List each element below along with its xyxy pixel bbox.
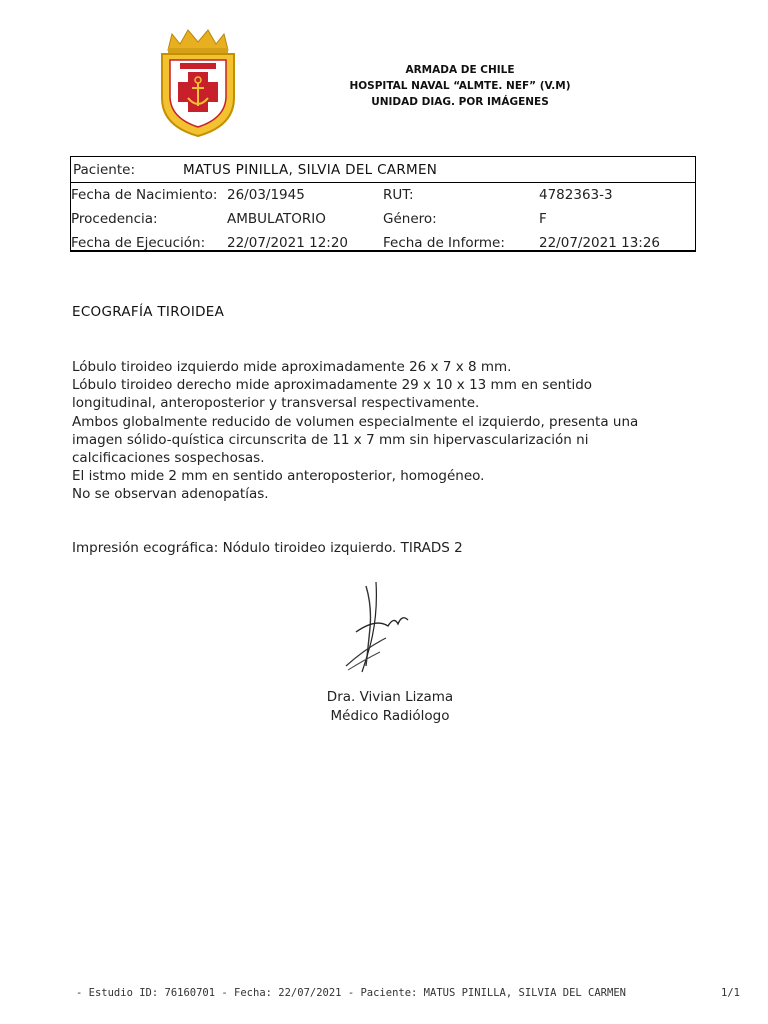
report-line: Lóbulo tiroideo derecho mide aproximadamente 29 x 10 x 13 mm en sentido xyxy=(72,377,593,394)
handwritten-signature-icon xyxy=(336,576,426,680)
rut-label: RUT: xyxy=(383,187,414,203)
report-date-label: Fecha de Informe: xyxy=(383,235,505,251)
dob-label: Fecha de Nacimiento: xyxy=(71,187,218,203)
gender-value: F xyxy=(539,211,547,227)
report-line: No se observan adenopatías. xyxy=(72,486,269,503)
report-date-value: 22/07/2021 13:26 xyxy=(539,235,661,251)
report-line: Lóbulo tiroideo izquierdo mide aproximadamente 26 x 7 x 8 mm. xyxy=(72,359,512,375)
report-line: imagen sólido-quística circunscrita de 11 x 7 mm sin hipervascularización ni xyxy=(72,431,589,448)
footer-text: - Estudio ID: 76160701 - Fecha: 22/07/2021 - Paciente: MATUS PINILLA, SILVIA DEL CARMEN xyxy=(76,987,626,999)
header-line-1: ARMADA DE CHILE xyxy=(405,64,515,76)
report-line: calcificaciones sospechosas. xyxy=(72,450,265,467)
exec-date-label: Fecha de Ejecución: xyxy=(71,235,206,251)
patient-name: MATUS PINILLA, SILVIA DEL CARMEN xyxy=(183,162,438,178)
patient-info-table xyxy=(70,156,696,252)
report-line: El istmo mide 2 mm en sentido anteroposterior, homogéneo. xyxy=(72,468,485,485)
exec-date-value: 22/07/2021 12:20 xyxy=(227,235,349,251)
page-number: 1/1 xyxy=(721,987,740,999)
header-line-3: UNIDAD DIAG. POR IMÁGENES xyxy=(371,96,549,108)
header-line-2: HOSPITAL NAVAL “ALMTE. NEF” (V.M) xyxy=(349,80,571,92)
doctor-role: Médico Radiólogo xyxy=(330,708,450,724)
doctor-name: Dra. Vivian Lizama xyxy=(326,689,454,705)
patient-name-row xyxy=(71,157,695,183)
doctor-signature-block xyxy=(290,688,490,726)
gender-label: Género: xyxy=(383,211,437,227)
report-line: longitudinal, anteroposterior y transversal respectivamente. xyxy=(72,395,480,412)
report-body xyxy=(72,358,672,504)
dob-value: 26/03/1945 xyxy=(227,187,305,203)
rut-value: 4782363-3 xyxy=(539,187,613,203)
origin-value: AMBULATORIO xyxy=(227,211,326,227)
report-line: Ambos globalmente reducido de volumen especialmente el izquierdo, presenta una xyxy=(72,413,639,430)
origin-label: Procedencia: xyxy=(71,211,158,227)
patient-name-label: Paciente: xyxy=(73,162,135,178)
page-footer xyxy=(76,987,740,999)
report-impression: Impresión ecográfica: Nódulo tiroideo izquierdo. TIRADS 2 xyxy=(72,540,463,556)
naval-hospital-crest-icon xyxy=(158,28,238,140)
report-title: ECOGRAFÍA TIROIDEA xyxy=(72,304,225,320)
institution-header xyxy=(340,62,580,110)
